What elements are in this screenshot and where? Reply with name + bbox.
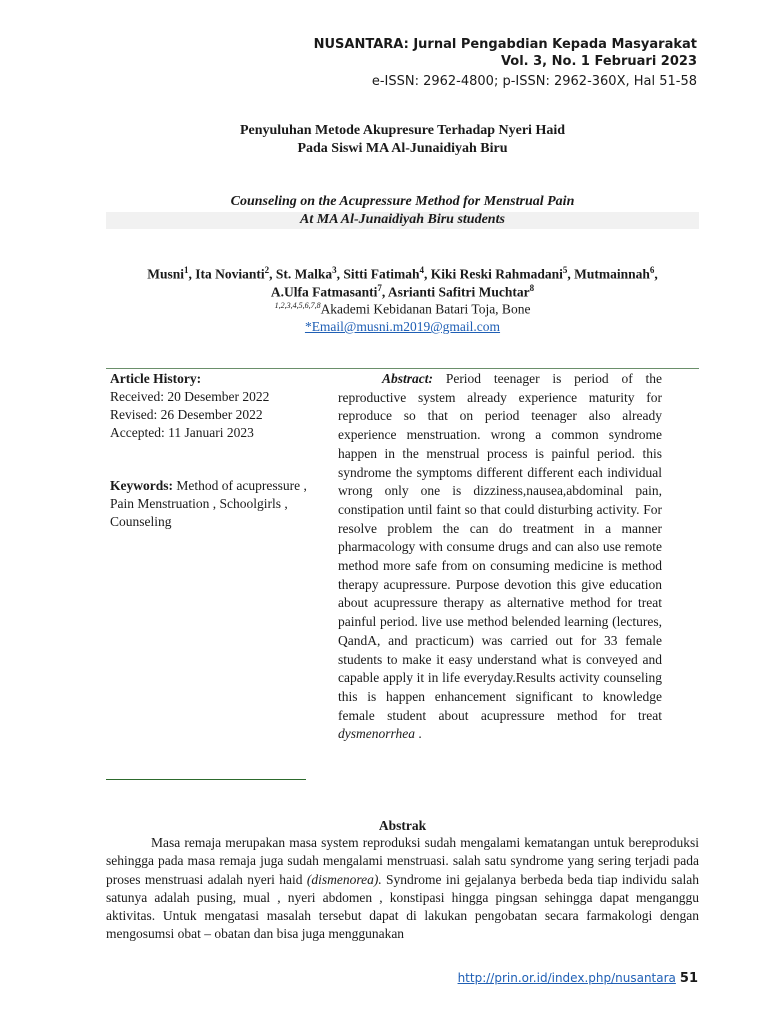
keywords-value: Method of acupressure , Pain Menstruation , Schoolgirls , Counseling	[110, 478, 307, 529]
journal-volume: Vol. 3, No. 1 Februari 2023	[500, 54, 697, 69]
author-name: , Sitti Fatimah	[336, 266, 420, 282]
author-name: , St. Malka	[269, 266, 333, 282]
author-name: Musni	[147, 266, 185, 282]
author-marker: 8	[529, 283, 535, 293]
abstract-term: dysmenorrhea	[338, 726, 415, 742]
title-indonesian-line1: Penyuluhan Metode Akupresure Terhadap Nyeri Haid	[239, 123, 566, 138]
footnote-divider	[106, 779, 306, 780]
title-english-line2: At MA Al-Junaidiyah Biru students	[300, 212, 505, 227]
abstrak-term: (dismenorea).	[306, 871, 382, 887]
author-name: , Mutmainnah	[567, 266, 650, 282]
title-indonesian-line2: Pada Siswi MA Al-Junaidiyah Biru	[297, 141, 508, 156]
keywords-label: Keywords:	[110, 478, 173, 493]
abstrak-body	[106, 834, 699, 944]
title-english-line1: Counseling on the Acupressure Method for Menstrual Pain	[230, 194, 575, 209]
received-date: Received: 20 Desember 2022	[110, 389, 270, 404]
author-marker: 4	[419, 265, 425, 275]
abstrak-text-part2: Syndrome ini gejalanya berbeda beda tiap individu salah satunya adalah pusing, mual , nyeri abdomen , konstipasi hingga pingsan sehingga dapat menganggu aktivitas. Untuk mengatasi masalah tersebut dapat di lakukan pengobatan secara farmakologi dengan mengosumsi obat – obatan dan bisa juga menggunakan	[106, 871, 699, 942]
author-name: A.Ulfa Fatmasanti	[270, 284, 378, 300]
revised-date: Revised: 26 Desember 2022	[110, 407, 263, 422]
article-info-column	[110, 370, 310, 531]
abstract-end: .	[415, 726, 422, 742]
section-divider	[106, 368, 699, 369]
accepted-date: Accepted: 11 Januari 2023	[110, 425, 254, 440]
corresponding-email-link[interactable]: *Email@musni.m2019@gmail.com	[304, 319, 501, 334]
journal-issn: e-ISSN: 2962-4800; p-ISSN: 2962-360X, Hal 51-58	[371, 74, 697, 89]
author-marker: 5	[562, 265, 568, 275]
affiliation-name: Akademi Kebidanan Batari Toja, Bone	[320, 301, 531, 317]
abstract-label: Abstract:	[382, 371, 434, 386]
author-affiliation	[106, 301, 699, 318]
author-name: , Kiki Reski Rahmadani	[424, 266, 563, 282]
abstrak-text-part1: Masa remaja merupakan masa system reproduksi sudah mengalami kematangan untuk bereproduksi sehingga pada masa remaja juga sudah mengalami menstruasi. salah satu syndrome yang sering terjadi pada proses menstruasi adalah nyeri haid	[106, 835, 699, 887]
author-list-line2	[106, 283, 699, 301]
author-separator: ,	[654, 266, 658, 282]
author-name: , Asrianti Safitri Muchtar	[381, 284, 530, 300]
author-list-line1	[106, 265, 699, 283]
page-footer	[458, 971, 698, 986]
article-history-title: Article History:	[110, 371, 202, 386]
author-marker: 6	[649, 265, 655, 275]
keywords	[110, 477, 310, 531]
author-name: , Ita Novianti	[188, 266, 265, 282]
abstract-text: Period teenager is period of the reproductive system already experience maturity for reproduce so that on period teenager also already experience menstruation. wrong a common syndrome happen in the menstrual process is painful period. this syndrome the symptoms different different each individual wrong only one is dizziness,nausea,abdominal pain, constipation until faint so that could disturbing activity. For resolve problem the can do treatment in a manner pharmacology with consume drugs and can also use remote method more safe from on consuming medicine is method therapy acupressure. Purpose devotion this give education about acupressure therapy as alternative method for treat painful period. live use method belended learning (lectures, QandA, and practicum) was carried out for 33 female students to make it easy understand what is conveyed and capable apply it in life everyday.Results activity counseling this is happen enhancement significant to knowledge female student about acupressure method for treat	[338, 371, 662, 723]
journal-url-link[interactable]: http://prin.or.id/index.php/nusantara	[457, 971, 676, 985]
journal-name: NUSANTARA: Jurnal Pengabdian Kepada Masyarakat	[313, 37, 697, 52]
page-number: 51	[679, 971, 698, 986]
affiliation-markers: 1,2,3,4,5,6,7,8	[274, 301, 321, 310]
abstract-english	[338, 370, 662, 744]
author-marker: 1	[184, 265, 189, 275]
abstrak-title: Abstrak	[378, 818, 427, 833]
author-marker: 7	[377, 283, 382, 293]
author-marker: 3	[332, 265, 337, 275]
spacer	[110, 442, 310, 477]
author-marker: 2	[264, 265, 270, 275]
